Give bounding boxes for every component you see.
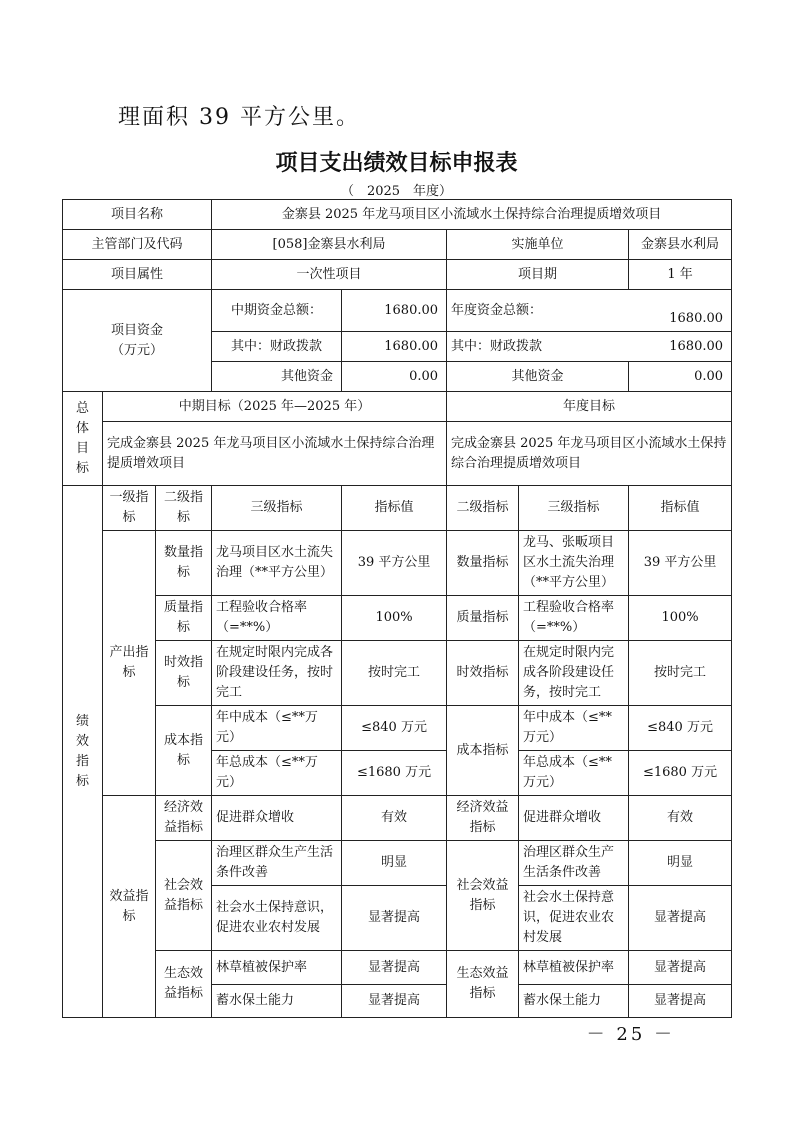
header-level3: 三级指标 — [212, 486, 342, 531]
qty-value-right: 39 平方公里 — [629, 531, 732, 596]
social-level3-a-right: 治理区群众生产生活条件改善 — [519, 841, 629, 886]
social-value-a: 明显 — [342, 841, 447, 886]
social-value-b-right: 显著提高 — [629, 886, 732, 951]
year-goal-header: 年度目标 — [447, 392, 732, 422]
qual-value: 100% — [342, 596, 447, 641]
mid-fiscal-value: 1680.00 — [342, 332, 447, 362]
cost-label: 成本指标 — [156, 706, 212, 796]
mid-total-label: 中期资金总额： — [212, 290, 342, 332]
social-label: 社会效益指标 — [156, 841, 212, 951]
qty-level3: 龙马项目区水土流失治理（**平方公里） — [212, 531, 342, 596]
year-line: （ 2025 年度） — [340, 184, 453, 199]
header-level3-right: 三级指标 — [519, 486, 629, 531]
time-level3-right: 在规定时限内完成各阶段建设任务，按时完工 — [519, 641, 629, 706]
econ-label: 经济效益指标 — [156, 796, 212, 841]
mid-total-value: 1680.00 — [342, 290, 447, 332]
eco-level3-b-right: 蓄水保土能力 — [519, 985, 629, 1018]
qty-value: 39 平方公里 — [342, 531, 447, 596]
social-label-right: 社会效益指标 — [447, 841, 519, 951]
qty-label-right: 数量指标 — [447, 531, 519, 596]
cost-level3-a-right: 年中成本（≤**万元） — [519, 706, 629, 751]
performance-form-table — [62, 199, 732, 1018]
dept-value: [058]金寨县水利局 — [212, 230, 447, 260]
econ-level3-right: 促进群众增收 — [519, 796, 629, 841]
cost-level3-a: 年中成本（≤**万元） — [212, 706, 342, 751]
dept-label: 主管部门及代码 — [63, 230, 212, 260]
qty-level3-right: 龙马、张畈项目区水土流失治理（**平方公里） — [519, 531, 629, 596]
cost-value-a-right: ≤840 万元 — [629, 706, 732, 751]
header-level1: 一级指标 — [103, 486, 156, 531]
time-level3: 在规定时限内完成各阶段建设任务，按时完工 — [212, 641, 342, 706]
qual-label: 质量指标 — [156, 596, 212, 641]
year-other-value: 0.00 — [629, 362, 732, 392]
eco-level3-b: 蓄水保土能力 — [212, 985, 342, 1018]
eco-value-a-right: 显著提高 — [629, 951, 732, 985]
benefit-indicator-label: 效益指标 — [103, 796, 156, 1018]
mid-goal-header: 中期目标（2025 年—2025 年） — [103, 392, 447, 422]
eco-value-b: 显著提高 — [342, 985, 447, 1018]
eco-value-a: 显著提高 — [342, 951, 447, 985]
social-level3-a: 治理区群众生产生活条件改善 — [212, 841, 342, 886]
qty-label: 数量指标 — [156, 531, 212, 596]
header-value-right: 指标值 — [629, 486, 732, 531]
econ-value-right: 有效 — [629, 796, 732, 841]
eco-label-right: 生态效益指标 — [447, 951, 519, 1018]
header-level2-right: 二级指标 — [447, 486, 519, 531]
qual-level3-right: 工程验收合格率（=**%） — [519, 596, 629, 641]
eco-level3-a-right: 林草植被保护率 — [519, 951, 629, 985]
mid-other-label: 其他资金 — [212, 362, 342, 392]
page-title: 项目支出绩效目标申报表 — [275, 151, 518, 176]
time-label: 时效指标 — [156, 641, 212, 706]
qual-label-right: 质量指标 — [447, 596, 519, 641]
social-level3-b-right: 社会水土保持意识，促进农业农村发展 — [519, 886, 629, 951]
cost-label-right: 成本指标 — [447, 706, 519, 796]
intro-text: 理面积 39 平方公里。 — [118, 105, 360, 130]
funds-label-text: 项目资金 — [111, 322, 164, 338]
mid-fiscal-label: 其中：财政拨款 — [212, 332, 342, 362]
mid-other-value: 0.00 — [342, 362, 447, 392]
social-level3-b: 社会水土保持意识，促进农业农村发展 — [212, 886, 342, 951]
eco-level3-a: 林草植被保护率 — [212, 951, 342, 985]
social-value-b: 显著提高 — [342, 886, 447, 951]
year-goal-text: 完成金寨县 2025 年龙马项目区小流域水土保持综合治理提质增效项目 — [447, 422, 732, 486]
year-total-value: 1680.00 — [629, 290, 732, 332]
impl-value: 金寨县水利局 — [629, 230, 732, 260]
econ-level3: 促进群众增收 — [212, 796, 342, 841]
header-value: 指标值 — [342, 486, 447, 531]
qual-value-right: 100% — [629, 596, 732, 641]
project-name-value: 金寨县 2025 年龙马项目区小流域水土保持综合治理提质增效项目 — [212, 200, 732, 230]
period-value: 1 年 — [629, 260, 732, 290]
eco-label: 生态效益指标 — [156, 951, 212, 1018]
funds-unit: （万元） — [111, 342, 164, 358]
time-value-right: 按时完工 — [629, 641, 732, 706]
cost-level3-b: 年总成本（≤**万元） — [212, 751, 342, 796]
qual-level3: 工程验收合格率（=**%） — [212, 596, 342, 641]
project-name-label: 项目名称 — [63, 200, 212, 230]
perf-indicator-label: 绩效指标 — [63, 486, 103, 1018]
page-number: － 25 － — [586, 1024, 675, 1045]
attr-value: 一次性项目 — [212, 260, 447, 290]
year-fiscal-label: 其中：财政拨款 — [447, 332, 629, 362]
eco-value-b-right: 显著提高 — [629, 985, 732, 1018]
year-fiscal-value: 1680.00 — [629, 332, 732, 362]
output-indicator-label: 产出指标 — [103, 531, 156, 796]
social-value-a-right: 明显 — [629, 841, 732, 886]
funds-label — [63, 290, 212, 392]
time-label-right: 时效指标 — [447, 641, 519, 706]
impl-label: 实施单位 — [447, 230, 629, 260]
econ-value: 有效 — [342, 796, 447, 841]
period-label: 项目期 — [447, 260, 629, 290]
cost-value-b: ≤1680 万元 — [342, 751, 447, 796]
year-other-label: 其他资金 — [447, 362, 629, 392]
cost-value-a: ≤840 万元 — [342, 706, 447, 751]
econ-label-right: 经济效益指标 — [447, 796, 519, 841]
cost-level3-b-right: 年总成本（≤**万元） — [519, 751, 629, 796]
overall-goal-label: 总体目标 — [63, 392, 103, 486]
mid-goal-text: 完成金寨县 2025 年龙马项目区小流域水土保持综合治理提质增效项目 — [103, 422, 447, 486]
year-total-label: 年度资金总额： — [447, 290, 629, 332]
time-value: 按时完工 — [342, 641, 447, 706]
attr-label: 项目属性 — [63, 260, 212, 290]
header-level2: 二级指标 — [156, 486, 212, 531]
cost-value-b-right: ≤1680 万元 — [629, 751, 732, 796]
